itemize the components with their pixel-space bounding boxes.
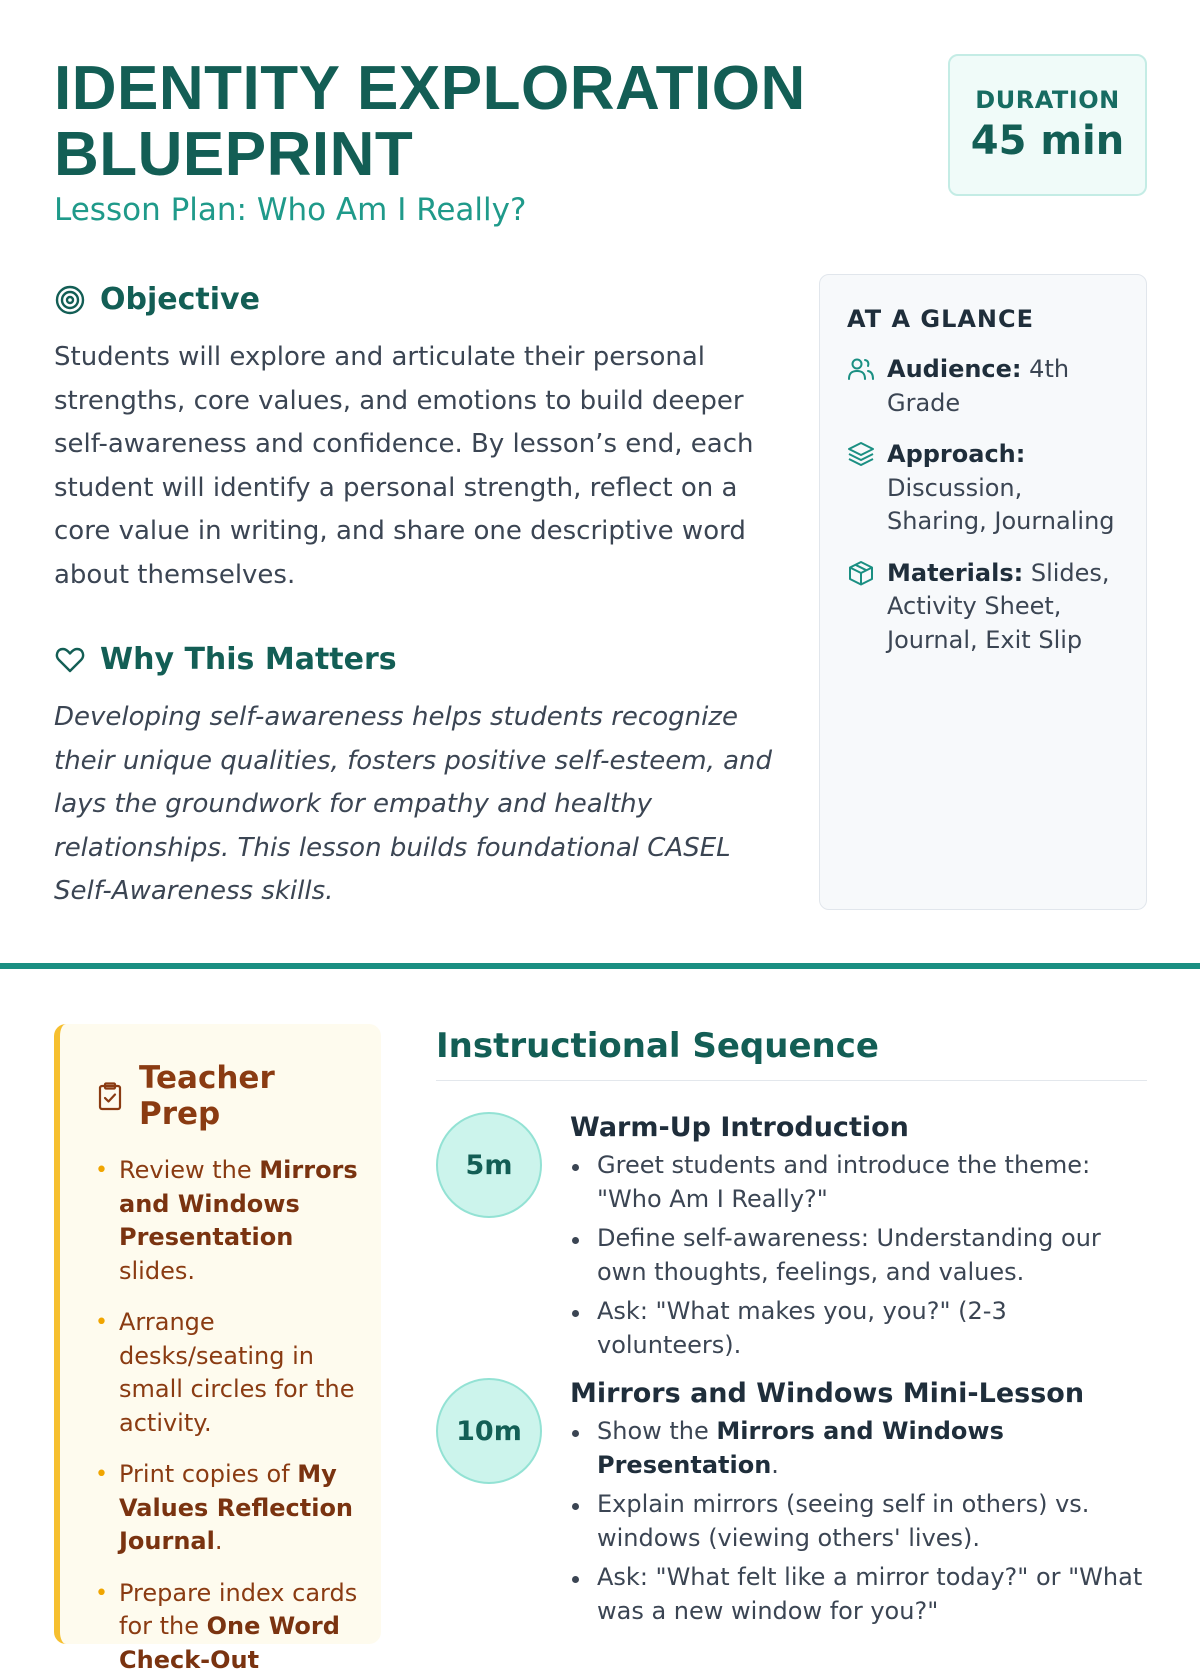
- step-title: Mirrors and Windows Mini-Lesson: [570, 1378, 1150, 1409]
- page-subtitle: Lesson Plan: Who Am I Really?: [54, 190, 526, 230]
- heart-icon: [54, 644, 86, 676]
- objective-heading-text: Objective: [100, 282, 260, 317]
- duration-card: [948, 54, 1147, 196]
- title-line-2: BLUEPRINT: [54, 122, 854, 188]
- why-heading-text: Why This Matters: [100, 642, 397, 677]
- step-time-badge: 5m: [436, 1112, 542, 1218]
- glance-approach-value: Discussion, Sharing, Journaling: [887, 474, 1115, 536]
- glance-audience-value: 4th Grade: [887, 355, 1069, 417]
- section-divider: [0, 963, 1200, 969]
- list-item: • Print copies of My Values Reflection Journal.: [95, 1458, 361, 1559]
- teacher-prep-heading-text: Teacher Prep: [139, 1060, 361, 1132]
- title-line-1: IDENTITY EXPLORATION: [54, 56, 854, 122]
- list-item: • Arrange desks/seating in small circles for the activity.: [95, 1306, 361, 1440]
- list-item: Ask: "What felt like a mirror today?" or "What was a new window for you?": [570, 1561, 1150, 1628]
- glance-item-materials: [847, 557, 1124, 658]
- step-title: Warm-Up Introduction: [570, 1112, 1150, 1143]
- glance-materials-value: Slides, Activity Sheet, Journal, Exit Slip: [887, 559, 1110, 654]
- glance-item-audience: [847, 353, 1124, 420]
- list-item: Ask: "What makes you, you?" (2-3 volunteers).: [570, 1295, 1150, 1362]
- page-title: [54, 56, 854, 188]
- glance-materials-label: Materials:: [887, 559, 1023, 587]
- instructional-sequence-heading: Instructional Sequence: [436, 1026, 1147, 1081]
- target-icon: [54, 284, 86, 316]
- why-heading: [54, 642, 397, 677]
- glance-item-approach: [847, 438, 1124, 539]
- glance-audience-label: Audience:: [887, 355, 1022, 383]
- duration-value: 45 min: [950, 118, 1145, 164]
- users-icon: [847, 355, 875, 383]
- list-item: • Prepare index cards for the One Word Check-Out: [95, 1577, 361, 1677]
- clipboard-check-icon: [95, 1081, 125, 1111]
- at-a-glance-card: [819, 274, 1147, 910]
- list-item: Define self-awareness: Understanding our own thoughts, feelings, and values.: [570, 1222, 1150, 1289]
- box-icon: [847, 559, 875, 587]
- why-text: Developing self-awareness helps students recognize their unique qualities, fosters positive self-esteem, and lays the groundwork for empathy and healthy relationships. This lesson builds foundational CASEL Self-Awareness skills.: [54, 696, 774, 914]
- objective-text: Students will explore and articulate their personal strengths, core values, and emotions to build deeper self-awareness and confidence. By lesson’s end, each student will identify a personal strength, reflect on a core value in writing, and share one descriptive word about themselves.: [54, 336, 774, 597]
- step-time-badge: 10m: [436, 1378, 542, 1484]
- duration-label: DURATION: [950, 86, 1145, 114]
- list-item: Greet students and introduce the theme: "Who Am I Really?": [570, 1149, 1150, 1216]
- objective-heading: [54, 282, 260, 317]
- step-bullets: [570, 1149, 1150, 1362]
- layers-icon: [847, 440, 875, 468]
- list-item: Show the Mirrors and Windows Presentation.: [570, 1415, 1150, 1482]
- glance-approach-label: Approach:: [887, 440, 1025, 468]
- teacher-prep-card: [54, 1024, 381, 1644]
- teacher-prep-list: [95, 1154, 361, 1677]
- list-item: Explain mirrors (seeing self in others) vs. windows (viewing others' lives).: [570, 1488, 1150, 1555]
- list-item: • Review the Mirrors and Windows Presentation slides.: [95, 1154, 361, 1288]
- step-bullets: [570, 1415, 1150, 1628]
- glance-title: AT A GLANCE: [847, 305, 1124, 333]
- teacher-prep-heading: [95, 1060, 361, 1132]
